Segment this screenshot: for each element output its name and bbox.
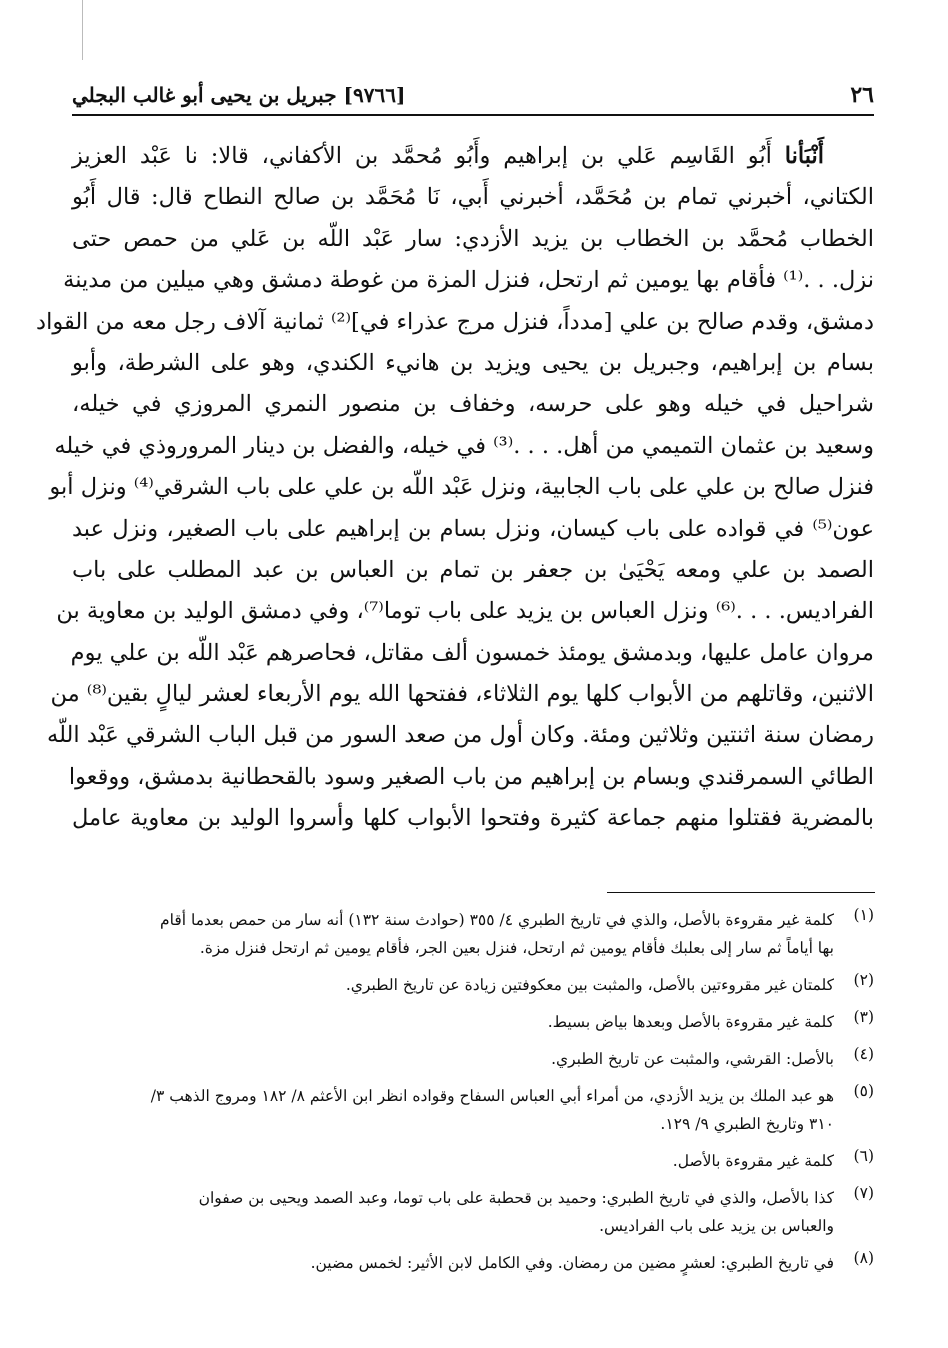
text-line: بالمضرية فقتلوا منهم جماعة كثيرة وفتحوا الأبواب كلها وأسروا الوليد بن معاوية عامل [72, 805, 874, 832]
text-line: رمضان سنة اثنتين وثلاثين ومئة. وكان أول من صعد السور من قبل الباب الشرقي عَبْد اللّه [47, 722, 874, 749]
footnote-number: (٨) [853, 1249, 874, 1267]
footnote [72, 1082, 874, 1138]
text-line-first [72, 136, 874, 177]
footnote-separator [607, 892, 875, 893]
footnote-text: كلمة غير مقروءة بالأصل. [672, 1152, 834, 1170]
footnote-text: كلمة غير مقروءة بالأصل وبعدها بياض بسيط. [547, 1013, 834, 1031]
text-line: وسعيد بن عثمان التميمي من أهل. . . .⁽³⁾ في خيله، والفضل بن دينار المروروذي في خيله [54, 432, 874, 459]
text-line: نزل. . .⁽¹⁾ فأقام بها يومين ثم ارتحل، فنزل المزة من غوطة دمشق وهي ميلين من مدينة [63, 267, 874, 294]
page-number: ٢٦ [850, 82, 874, 108]
footnote [72, 1008, 874, 1036]
footnote [72, 1147, 874, 1175]
page-header [72, 76, 874, 116]
footnote-text: هو عبد الملك بن يزيد الأزدي، من أمراء أبي العباس السفاح وقواده انظر ابن الأعثم ٨/ ١٨٢ ومروج الذهب ٣/ [150, 1087, 834, 1105]
text-line: الخطاب مُحمَّد بن الخطاب بن يزيد الأزدي: سار عَبْد اللّه بن عَلي من حمص حتى [72, 225, 874, 252]
main-text [36, 136, 874, 840]
footnote-text: والعباس بن يزيد على باب الفراديس. [599, 1217, 834, 1235]
footnote [72, 1045, 874, 1073]
footnote-text: كذا بالأصل، والذي في تاريخ الطبري: وحميد بن قحطبة على باب توما، وعبد الصمد ويحيى بن صفوان [198, 1189, 834, 1207]
footnote-number: (٥) [853, 1082, 874, 1100]
text-line: بسام بن إبراهيم، وجبريل بن يحيى ويزيد بن هانيء الكندي، وهو على الشرطة، وأبو [72, 349, 874, 376]
isnad-keyword: أَنْبَأنا [784, 143, 824, 169]
footnote [72, 1249, 874, 1277]
footnote-text: بالأصل: القرشي، والمثبت عن تاريخ الطبري. [551, 1050, 834, 1068]
footnote-text: في تاريخ الطبري: لعشرٍ مضين من رمضان. وفي الكامل لابن الأثير: لخمس مضين. [310, 1254, 834, 1272]
text-line-first-rest: أَبُو القَاسِم عَلي بن إبراهيم وأَبُو مُحمَّد بن الأكفاني، قالا: نا عَبْد العزيز [72, 143, 785, 169]
footnote [72, 971, 874, 999]
text-line: دمشق، وقدم صالح بن علي [مدداً، فنزل مرج عذراء في]⁽²⁾ ثمانية آلاف رجل معه من القواد [36, 308, 874, 335]
running-title: [٩٧٦٦] جبريل بن يحيى أبو غالب البجلي [72, 83, 406, 107]
footnote-number: (١) [853, 906, 874, 924]
footnote-number: (٤) [853, 1045, 874, 1063]
text-line: الكتاني، أخبرني تمام بن مُحَمَّد، أخبرني أَبي، نَا مُحَمَّد بن صالح النطاح قال: قال أَبُو [72, 184, 874, 211]
footnote-text: كلمتان غير مقروءتين بالأصل، والمثبت بين معكوفتين زيادة عن تاريخ الطبري. [345, 976, 834, 994]
text-line: الطائي السمرقندي وبسام بن إبراهيم من باب الصغير وسود بالقحطانية بدمشق، ووقعوا [68, 763, 874, 790]
footnote [72, 906, 874, 962]
footnote-number: (٢) [853, 971, 874, 989]
footnotes [72, 906, 874, 1286]
footnote-text: بها أياماً ثم سار إلى بعلبك فأقام يومين ثم ارتحل، فنزل بعين الجر، فأقام يومين ثم ارتحل فنزل مزة. [199, 939, 834, 957]
footnote-number: (٦) [853, 1147, 874, 1165]
text-line: الصمد بن علي ومعه يَحْيَىٰ بن جعفر بن تمام بن العباس بن عبد المطلب على باب [72, 556, 874, 583]
text-line: الاثنين، وقاتلهم من الأبواب كلها يوم الثلاثاء، ففتحها الله يوم الأربعاء لعشر ليالٍ بقين⁽⁸⁾ من [50, 681, 874, 708]
text-line: فنزل صالح بن علي على باب الجابية، ونزل عَبْد اللّه بن علي على باب الشرقي⁽⁴⁾ ونزل أبو [49, 474, 874, 501]
text-line: الفراديس. . . .⁽⁶⁾ ونزل العباس بن يزيد على باب توما⁽⁷⁾، وفي دمشق الوليد بن معاوية بن [56, 598, 874, 625]
text-line: شراحيل في خيله وهو على حرسه، وخفاف بن منصور النمري المروزي في خيله، [72, 391, 874, 418]
footnote [72, 1184, 874, 1240]
text-line: مروان عامل عليها، وبدمشق يومئذ خمسون ألف مقاتل، فحاصرهم عَبْد اللّه بن علي يوم [70, 639, 874, 666]
footnote-text: ٣١٠ وتاريخ الطبري ٩/ ١٢٩. [660, 1115, 834, 1133]
text-line: عون⁽⁵⁾ في قواده على باب كيسان، ونزل بسام بن إبراهيم على باب الصغير، ونزل عبد [72, 515, 874, 542]
scan-margin-line [82, 0, 83, 60]
footnote-number: (٣) [853, 1008, 874, 1026]
footnote-text: كلمة غير مقروءة بالأصل، والذي في تاريخ الطبري ٤/ ٣٥٥ (حوادث سنة ١٣٢) أنه سار من حمص بعدما أقام [160, 911, 834, 929]
footnote-number: (٧) [853, 1184, 874, 1202]
